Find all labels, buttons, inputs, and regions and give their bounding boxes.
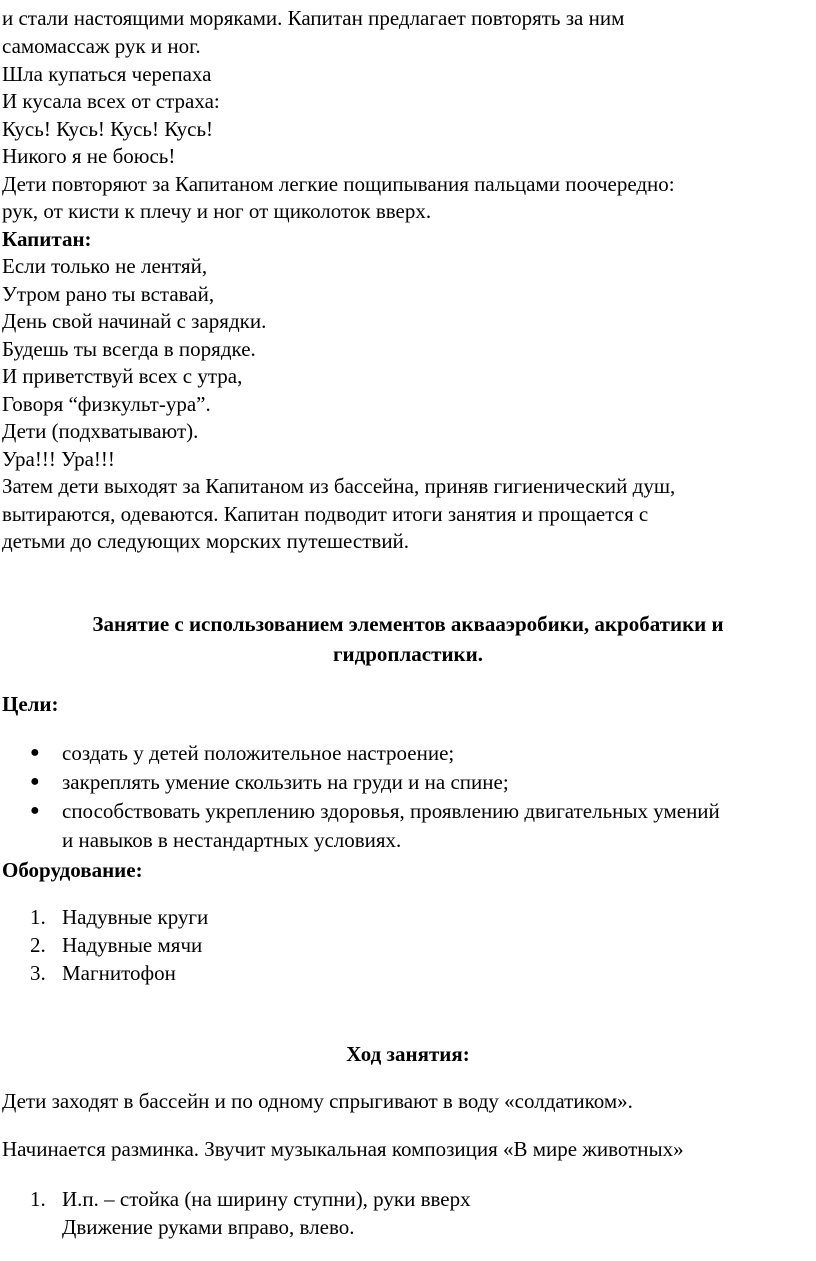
text-line: детьми до следующих морских путешествий. — [2, 529, 410, 553]
paragraph: Дети заходят в бассейн и по одному спрыгивают в воду «солдатиком». — [2, 1089, 633, 1113]
list-number: 2. — [30, 933, 46, 957]
list-item: способствовать укреплению здоровья, проявлению двигательных умений — [62, 799, 720, 823]
text-line: Дети (подхватывают). — [2, 419, 199, 443]
poem-line: Говоря “физкульт-ура”. — [2, 392, 211, 416]
poem-line: Будешь ты всегда в порядке. — [2, 337, 256, 361]
list-item: Надувные круги — [62, 905, 209, 929]
equipment-heading: Оборудование: — [2, 858, 143, 882]
list-number: 3. — [30, 961, 46, 985]
poem-line: Если только не лентяй, — [2, 254, 208, 278]
bullet-icon: ● — [30, 773, 40, 790]
text-line: Дети повторяют за Капитаном легкие пощипывания пальцами поочередно: — [2, 172, 675, 196]
poem-line: И кусала всех от страха: — [2, 89, 220, 113]
bullet-icon: ● — [30, 802, 40, 819]
poem-line: Кусь! Кусь! Кусь! Кусь! — [2, 117, 214, 141]
list-number: 1. — [30, 905, 46, 929]
bullet-icon: ● — [30, 744, 40, 761]
poem-line: Шла купаться черепаха — [2, 62, 212, 86]
text-line: Затем дети выходят за Капитаном из бассейна, приняв гигиенический душ, — [2, 474, 676, 498]
poem-line: Утром рано ты вставай, — [2, 282, 215, 306]
goals-heading: Цели: — [2, 692, 59, 716]
section-title: гидропластики. — [332, 642, 483, 666]
list-item-continuation: и навыков в нестандартных условиях. — [62, 828, 402, 852]
list-item: И.п. – стойка (на ширину ступни), руки вверх — [62, 1187, 471, 1211]
lesson-heading: Ход занятия: — [346, 1042, 470, 1066]
text-line: самомассаж рук и ног. — [2, 34, 201, 58]
text-line: Ура!!! Ура!!! — [2, 447, 115, 471]
poem-line: Никого я не боюсь! — [2, 144, 176, 168]
list-item: Надувные мячи — [62, 933, 203, 957]
list-item: создать у детей положительное настроение; — [62, 741, 455, 765]
speaker-label: Капитан: — [2, 227, 92, 251]
list-item: Магнитофон — [62, 961, 176, 985]
list-item-continuation: Движение руками вправо, влево. — [62, 1215, 355, 1239]
poem-line: И приветствуй всех с утра, — [2, 364, 243, 388]
poem-line: День свой начинай с зарядки. — [2, 309, 267, 333]
text-line: и стали настоящими моряками. Капитан предлагает повторять за ним — [2, 6, 625, 30]
text-line: вытираются, одеваются. Капитан подводит итоги занятия и прощается с — [2, 502, 649, 526]
paragraph: Начинается разминка. Звучит музыкальная композиция «В мире животных» — [2, 1137, 684, 1161]
list-number: 1. — [30, 1187, 46, 1211]
text-line: рук, от кисти к плечу и ног от щиколоток вверх. — [2, 199, 432, 223]
list-item: закреплять умение скользить на груди и на спине; — [62, 770, 509, 794]
section-title: Занятие с использованием элементов аквааэробики, акробатики и — [92, 612, 724, 636]
